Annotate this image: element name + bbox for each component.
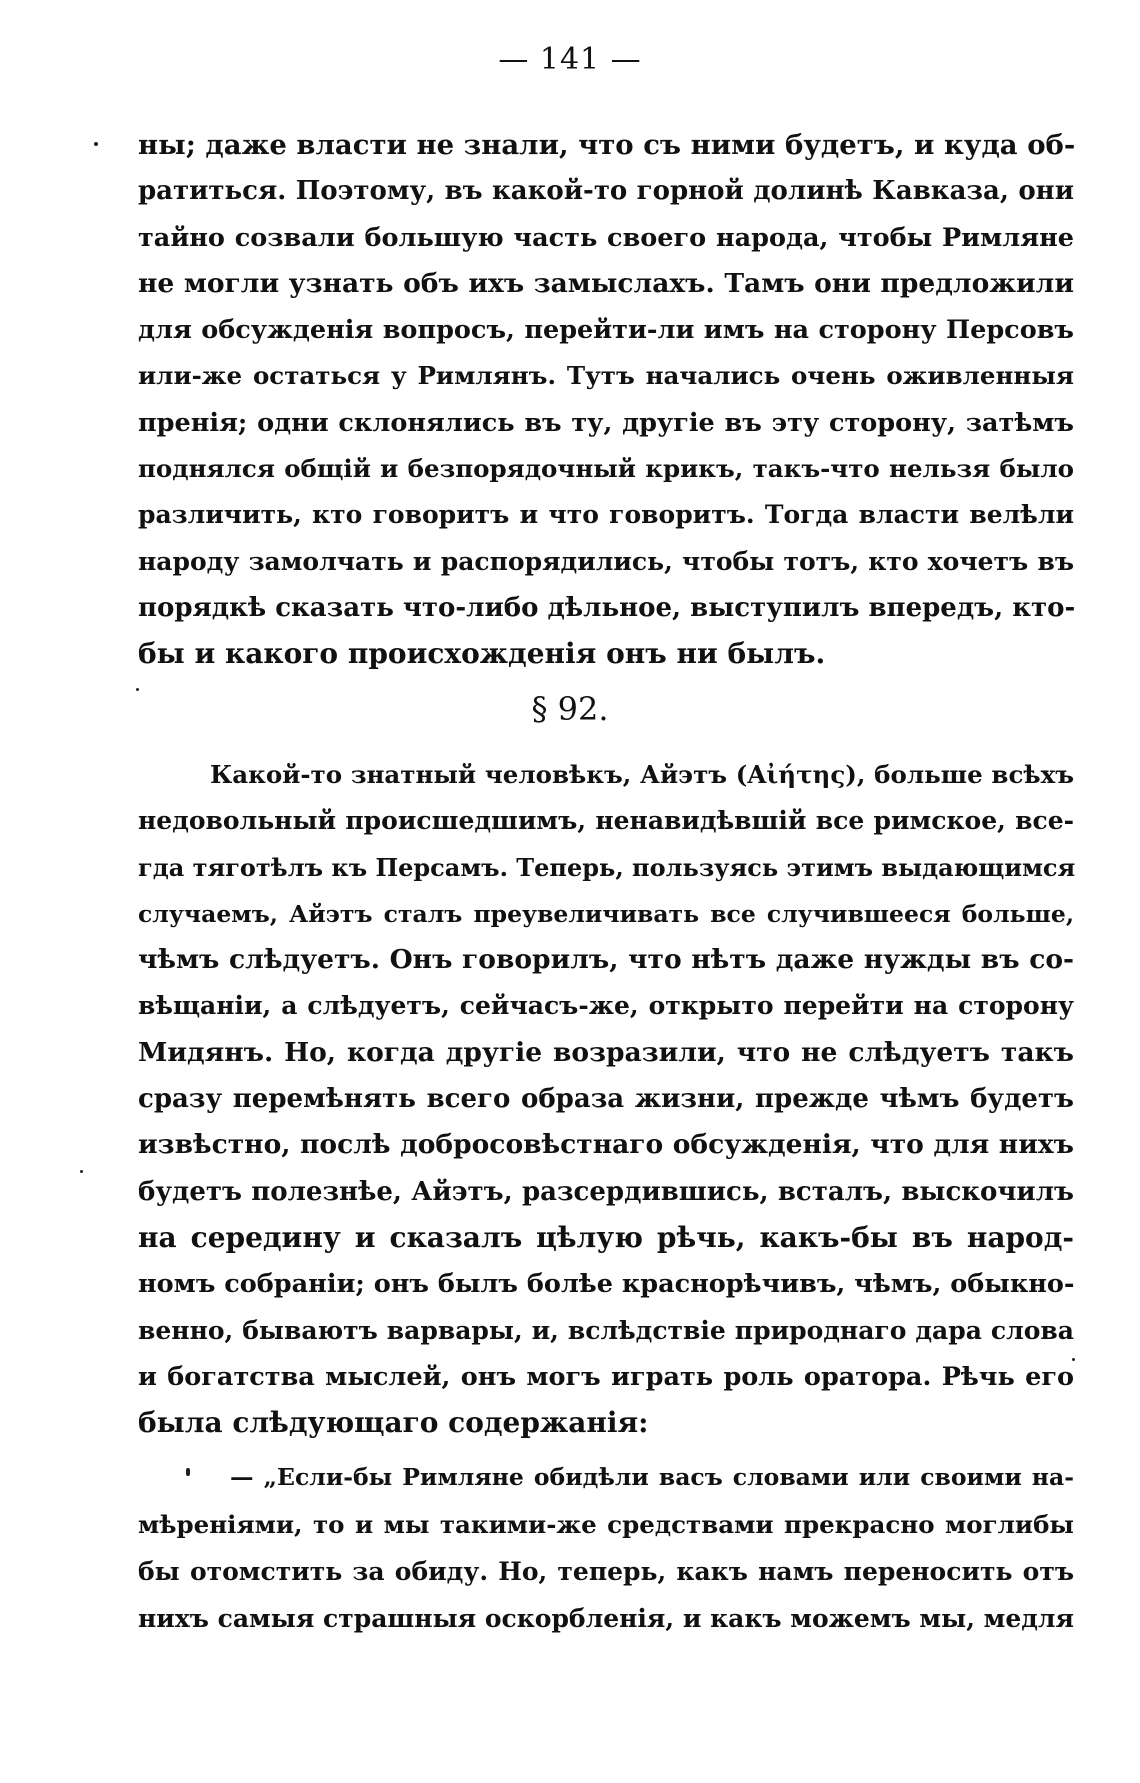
scan-speck (186, 1468, 190, 1476)
text-line: бы отомстить за обиду. Но, теперь, какъ намъ переносить отъ (138, 1557, 1074, 1586)
section-heading: § 92. (531, 690, 609, 728)
text-line: для обсужденія вопросъ, перейти-ли имъ на сторону Персовъ (138, 315, 1074, 346)
text-line: извѣстно, послѣ добросовѣстнаго обсужденія, что для нихъ (138, 1129, 1074, 1161)
text-line: вѣщаніи, а слѣдуетъ, сейчасъ-же, открыто перейти на сторону (138, 991, 1074, 1021)
paragraph-2 (138, 752, 1074, 1446)
text-line: нихъ самыя страшныя оскорбленія, и какъ можемъ мы, медля (138, 1604, 1074, 1633)
scan-speck (94, 142, 98, 146)
text-line: и богатства мыслей, онъ могъ играть роль оратора. Рѣчь его (138, 1361, 1074, 1392)
text-line: Мидянъ. Но, когда другіе возразили, что не слѣдуетъ такъ (138, 1036, 1074, 1068)
scan-speck (1072, 1358, 1075, 1361)
paragraph-3 (138, 1454, 1074, 1642)
text-line: номъ собраніи; онъ былъ болѣе краснорѣчивъ, чѣмъ, обыкно- (138, 1269, 1075, 1300)
text-line: ны; даже власти не знали, что съ ними будетъ, и куда об- (138, 129, 1076, 161)
text-line: на середину и сказалъ цѣлую рѣчь, какъ-бы въ народ- (138, 1220, 1074, 1254)
text-line: гда тяготѣлъ къ Персамъ. Теперь, пользуясь этимъ выдающимся (138, 852, 1076, 882)
text-line: сразу перемѣнять всего образа жизни, прежде чѣмъ будетъ (138, 1084, 1074, 1115)
text-line: бы и какого происхожденія онъ ни былъ. (138, 637, 826, 671)
scan-speck (136, 688, 139, 691)
text-line: поднялся общій и безпорядочный крикъ, такъ-что нельзя было (138, 454, 1074, 484)
text-line: тайно созвали большую часть своего народа, чтобы Римляне (138, 222, 1074, 253)
text-line: была слѣдующаго содержанія: (138, 1406, 649, 1440)
text-line: народу замолчать и распорядились, чтобы тотъ, кто хочетъ въ (138, 546, 1074, 576)
text-line: будетъ полезнѣе, Айэтъ, разсердившись, всталъ, выскочилъ (138, 1176, 1074, 1207)
text-line: или-же остаться у Римлянъ. Тутъ начались очень оживленныя (138, 361, 1074, 391)
text-line: не могли узнать объ ихъ замыслахъ. Тамъ они предложили (138, 267, 1074, 299)
text-line: порядкѣ сказать что-либо дѣльное, выступилъ впередъ, кто- (138, 592, 1076, 623)
text-line: недовольный происшедшимъ, ненавидѣвшій все римское, все- (138, 806, 1074, 836)
text-line: случаемъ, Айэтъ сталъ преувеличивать все случившееся больше, (138, 899, 1074, 928)
text-line: пренія; одни склонялись въ ту, другіе въ эту сторону, затѣмъ (138, 407, 1074, 438)
text-line: Какой-то знатный человѣкъ, Айэтъ (Αἰήτης), больше всѣхъ (210, 760, 1074, 789)
text-line: различить, кто говоритъ и что говоритъ. Тогда власти велѣли (138, 500, 1074, 530)
text-line: ратиться. Поэтому, въ какой-то горной долинѣ Кавказа, они (138, 176, 1074, 207)
text-line: мѣреніями, то и мы такими-же средствами прекрасно моглибы (138, 1510, 1074, 1539)
page-number: — 141 — (498, 42, 642, 77)
text-line: — „Если-бы Римляне обидѣли васъ словами или своими на- (230, 1463, 1074, 1491)
scan-speck (80, 1170, 83, 1173)
paragraph-1 (138, 122, 1074, 678)
text-line: венно, бываютъ варвары, и, вслѣдствіе природнаго дара слова (138, 1315, 1074, 1345)
text-line: чѣмъ слѣдуетъ. Онъ говорилъ, что нѣтъ даже нужды въ со- (138, 944, 1074, 976)
